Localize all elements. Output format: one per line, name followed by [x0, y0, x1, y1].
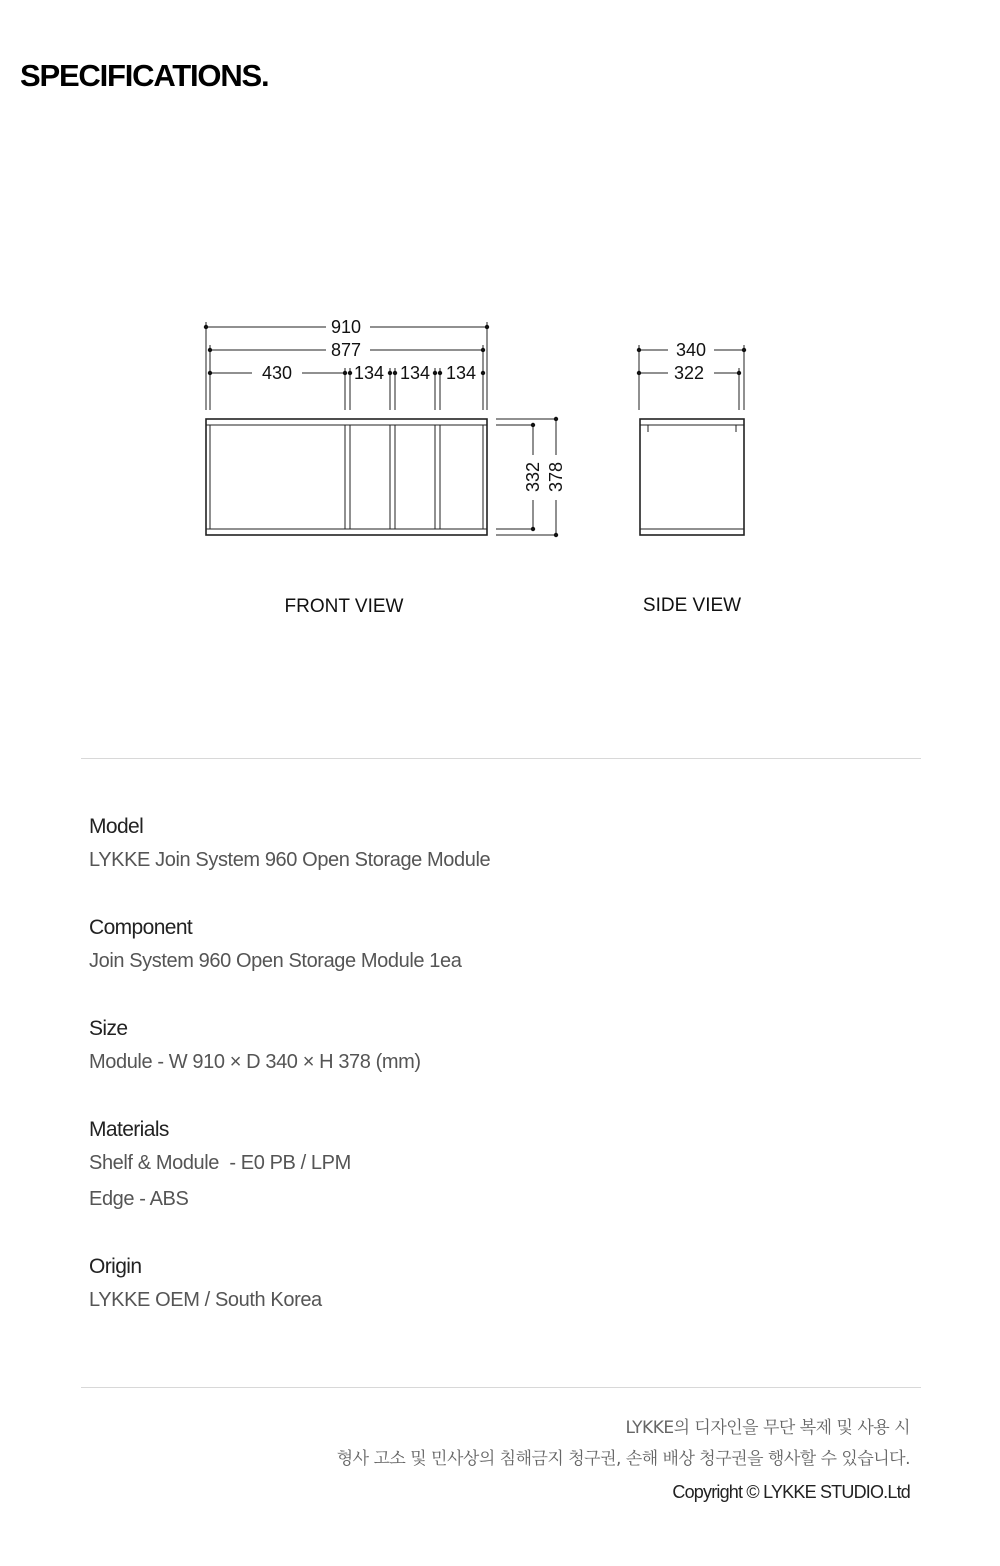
technical-drawing [0, 300, 1000, 640]
dim-134-b: 134 [399, 363, 431, 383]
spec-label: Origin [89, 1255, 142, 1278]
spec-model [89, 812, 909, 878]
dim-430: 430 [261, 363, 293, 383]
spec-value: Join System 960 Open Storage Module 1ea [89, 950, 462, 972]
divider-bottom [81, 1387, 921, 1388]
spec-value: Shelf & Module - E0 PB / LPM [89, 1152, 351, 1174]
spec-label: Model [89, 815, 144, 838]
dim-322: 322 [673, 363, 705, 383]
spec-component [89, 913, 909, 979]
front-view-label: FRONT VIEW [284, 596, 404, 617]
spec-value: LYKKE OEM / South Korea [89, 1289, 322, 1311]
copyright-notice-line-2: 형사 고소 및 민사상의 침해금지 청구권, 손해 배상 청구권을 행사할 수 있습니다. [336, 1449, 910, 1469]
copyright-notice-line-1: LYKKE의 디자인을 무단 복제 및 사용 시 [625, 1418, 910, 1438]
spec-label: Materials [89, 1118, 169, 1141]
dim-340: 340 [675, 340, 707, 360]
spec-materials [89, 1115, 909, 1217]
spec-size [89, 1014, 909, 1080]
side-view-label: SIDE VIEW [642, 595, 742, 616]
spec-value: LYKKE Join System 960 Open Storage Module [89, 849, 491, 871]
footer-notice [210, 1413, 910, 1509]
spec-label: Size [89, 1017, 128, 1040]
divider-top [81, 758, 921, 759]
dim-134-c: 134 [445, 363, 477, 383]
spec-value: Module - W 910 × D 340 × H 378 (mm) [89, 1051, 421, 1073]
spec-label: Component [89, 916, 193, 939]
copyright-text: Copyright © LYKKE STUDIO.Ltd [672, 1482, 910, 1502]
dim-332: 332 [523, 461, 543, 493]
spec-list [89, 812, 909, 1353]
dim-134-a: 134 [353, 363, 385, 383]
dim-378: 378 [546, 461, 566, 493]
dim-877: 877 [330, 340, 362, 360]
spec-value: Edge - ABS [89, 1188, 189, 1210]
spec-origin [89, 1252, 909, 1318]
page-title: SPECIFICATIONS. [20, 58, 269, 93]
dim-910: 910 [330, 317, 362, 337]
